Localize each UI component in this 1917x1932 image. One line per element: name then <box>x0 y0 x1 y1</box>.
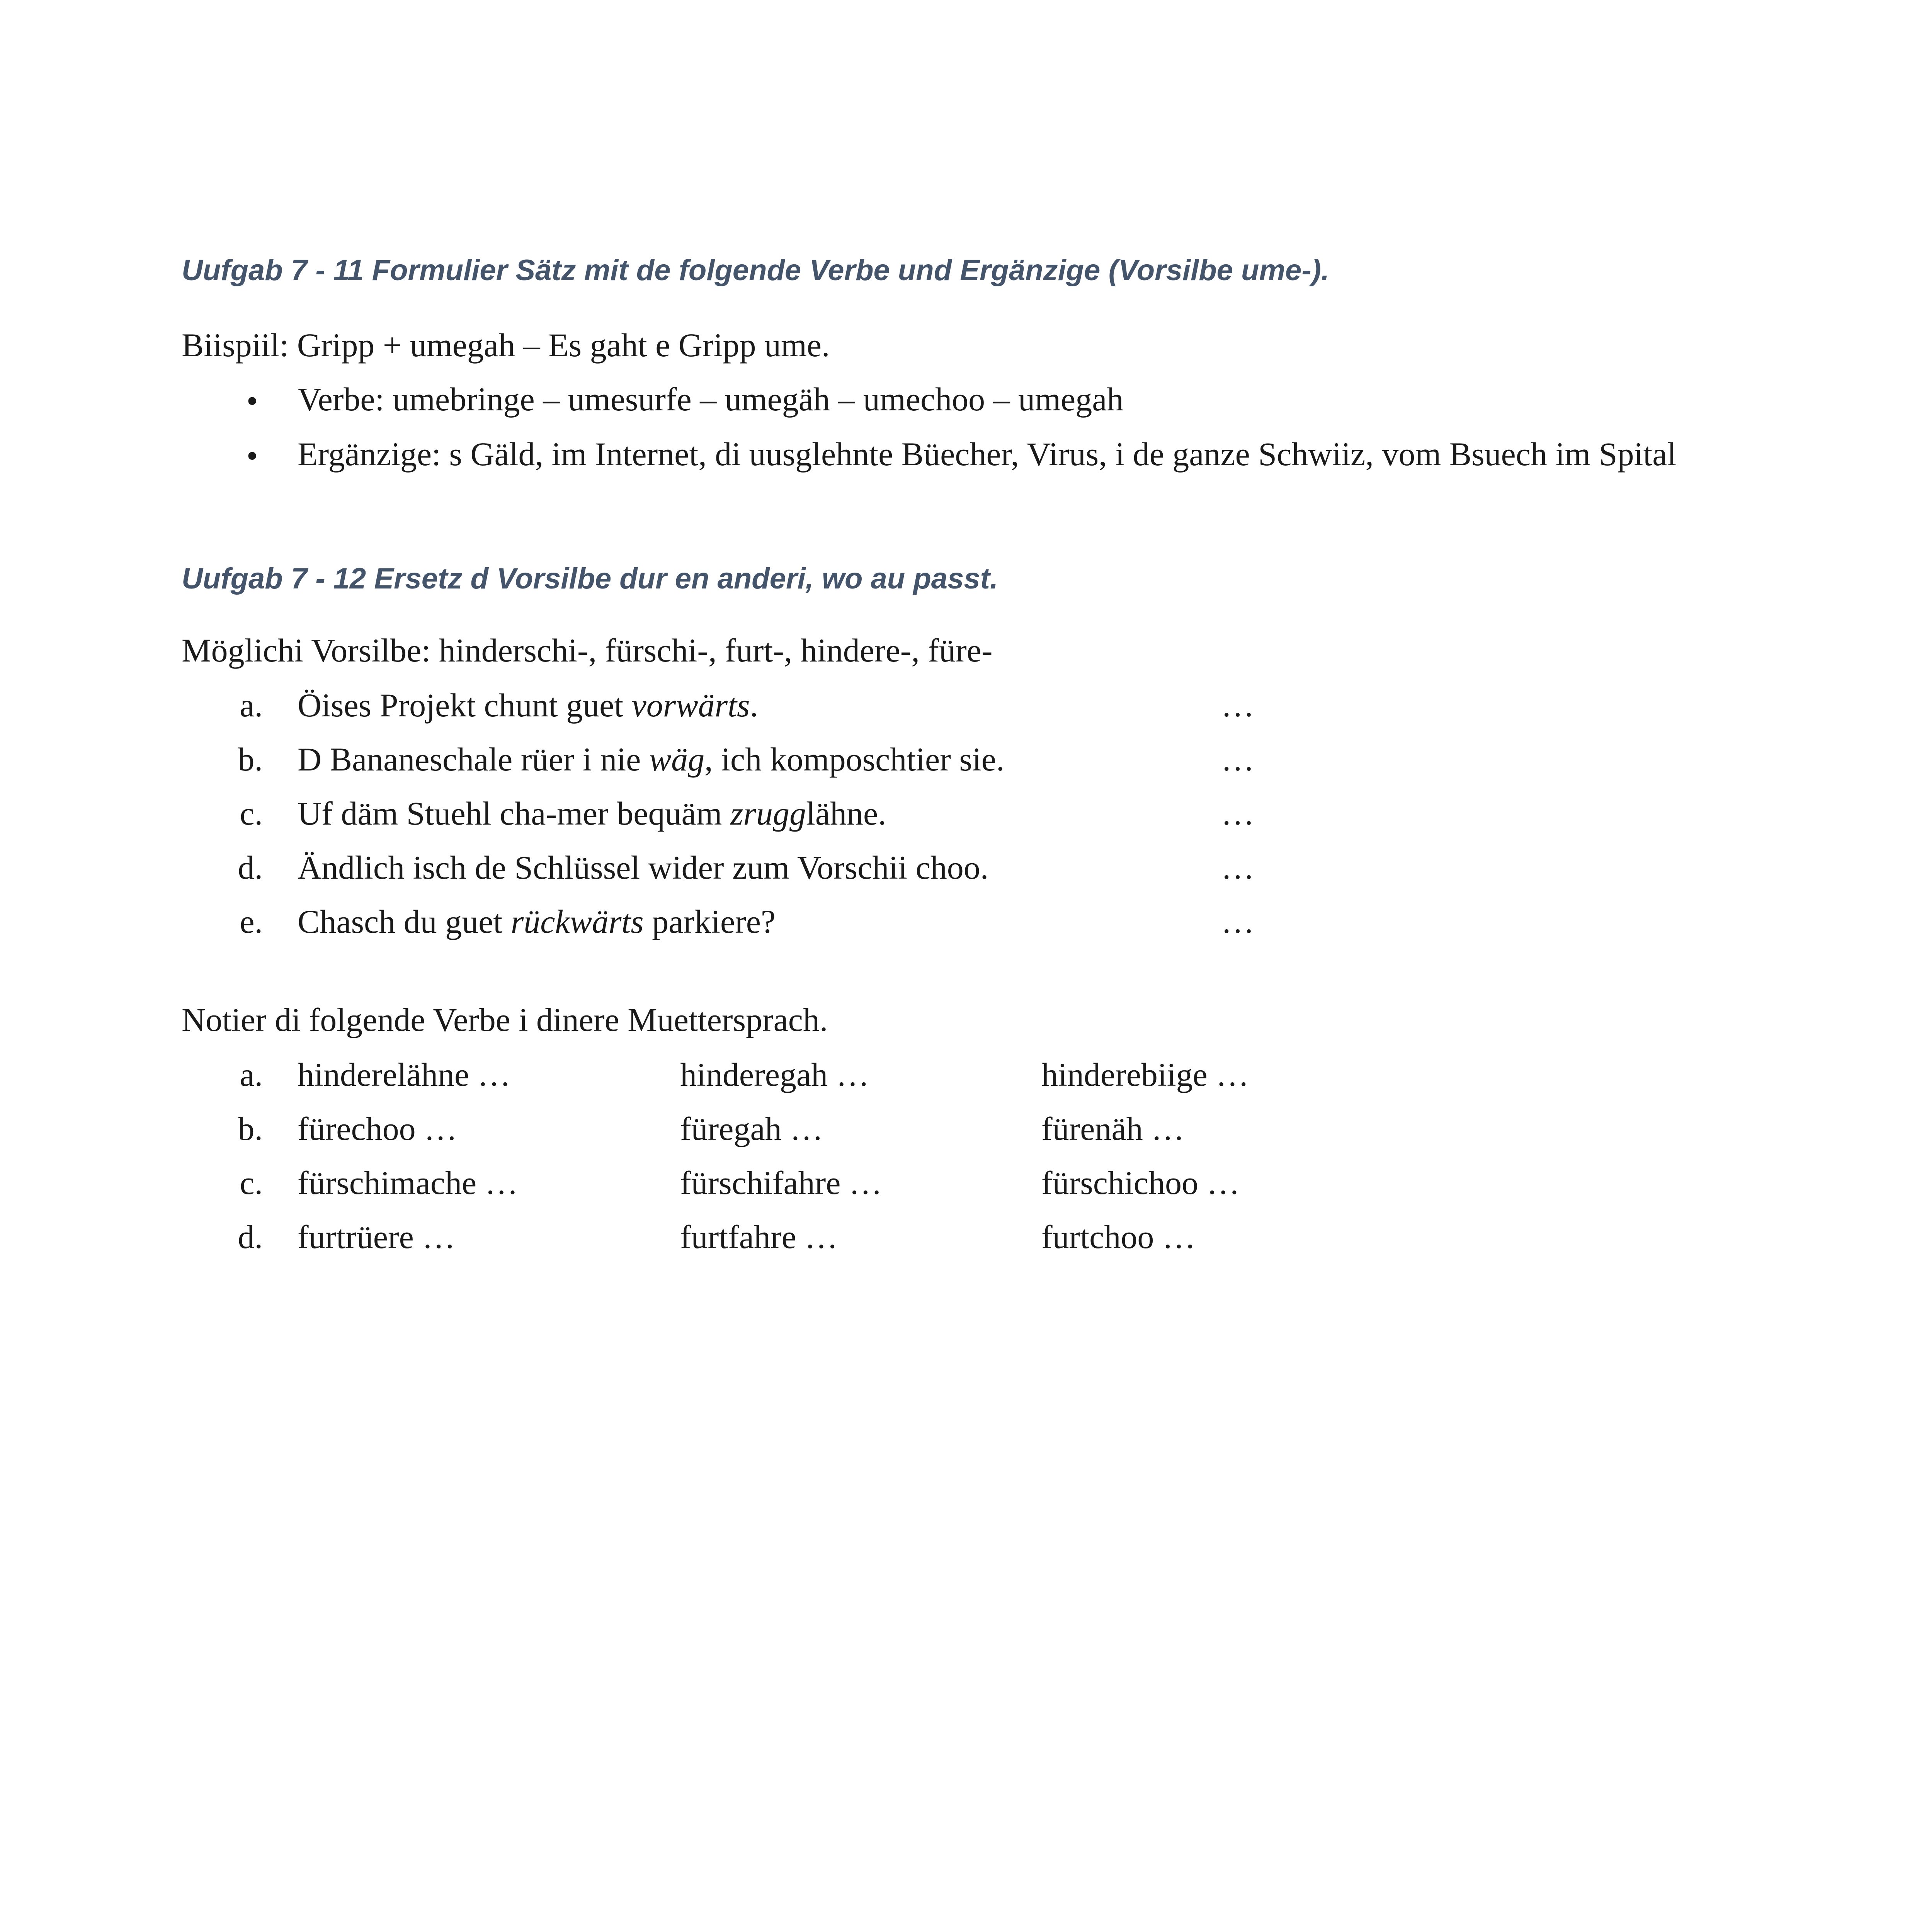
item-marker: d. <box>238 849 263 886</box>
verb-cell: hinderebiige … <box>1041 1056 1249 1093</box>
item-marker: c. <box>240 795 263 832</box>
bullet-icon: • <box>244 386 260 418</box>
sentence-item: Öises Projekt chunt guet vorwärts. <box>298 687 759 724</box>
item-marker: b. <box>238 741 263 778</box>
verb-cell: fürschichoo … <box>1041 1164 1240 1201</box>
answer-blank: … <box>1221 795 1254 832</box>
sentence-item: Uf däm Stuehl cha-mer bequäm zrugglähne. <box>298 795 886 832</box>
verb-cell: fürenäh … <box>1041 1110 1185 1147</box>
item-marker: a. <box>240 687 263 724</box>
answer-blank: … <box>1221 741 1254 778</box>
verb-cell: furtchoo … <box>1041 1218 1196 1255</box>
row-marker: a. <box>240 1056 263 1093</box>
row-marker: b. <box>238 1110 263 1147</box>
sentence-item: Chasch du guet rückwärts parkiere? <box>298 903 776 940</box>
verb-cell: furtfahre … <box>680 1218 838 1255</box>
task-7-11-example: Biispiil: Gripp + umegah – Es gaht e Gripp ume. <box>182 327 830 364</box>
translation-intro: Notier di folgende Verbe i dinere Muettersprach. <box>182 1001 828 1038</box>
task-7-12-heading: Uufgab 7 - 12 Ersetz d Vorsilbe dur en anderi, wo au passt. <box>182 562 998 595</box>
verb-cell: füregah … <box>680 1110 823 1147</box>
task-7-11-heading: Uufgab 7 - 11 Formulier Sätz mit de folgende Verbe und Ergänzige (Vorsilbe ume-). <box>182 254 1330 287</box>
sentence-item: Ändlich isch de Schlüssel wider zum Vorschii choo. <box>298 849 989 886</box>
answer-blank: … <box>1221 687 1254 724</box>
answer-blank: … <box>1221 903 1254 940</box>
item-marker: e. <box>240 903 263 940</box>
verb-cell: fürschimache … <box>298 1164 518 1201</box>
bullet-complements: Ergänzige: s Gäld, im Internet, di uusglehnte Büecher, Virus, i de ganze Schwiiz, vom Bsuech im Spital <box>298 435 1677 473</box>
bullet-icon: • <box>244 441 260 473</box>
sentence-item: D Bananeschale rüer i nie wäg, ich komposchtier sie. <box>298 741 1005 778</box>
verb-cell: hinderegah … <box>680 1056 869 1093</box>
verb-cell: hinderelähne … <box>298 1056 511 1093</box>
verb-cell: fürschifahre … <box>680 1164 882 1201</box>
row-marker: c. <box>240 1164 263 1201</box>
answer-blank: … <box>1221 849 1254 886</box>
row-marker: d. <box>238 1218 263 1255</box>
task-7-12-intro: Möglichi Vorsilbe: hinderschi-, fürschi-, furt-, hindere-, füre- <box>182 632 993 669</box>
bullet-verbs: Verbe: umebringe – umesurfe – umegäh – umechoo – umegah <box>298 381 1124 418</box>
verb-cell: furtrüere … <box>298 1218 456 1255</box>
verb-cell: fürechoo … <box>298 1110 458 1147</box>
